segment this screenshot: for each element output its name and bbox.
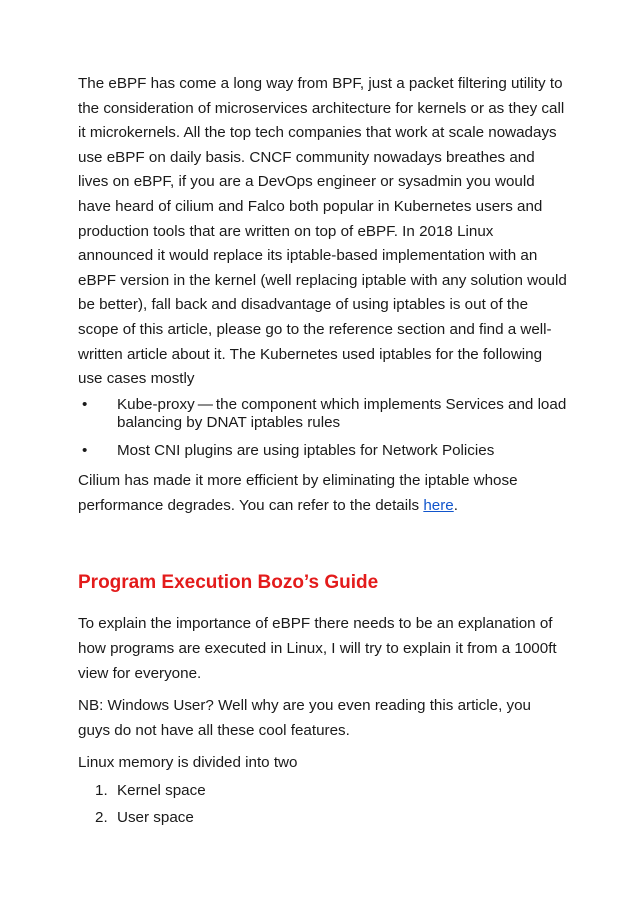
intro-line: use cases mostly <box>78 370 195 388</box>
list-item-text: User space <box>117 809 194 827</box>
list-number: 2. <box>95 809 108 827</box>
cilium-line: performance degrades. You can refer to the details <box>78 496 424 514</box>
intro-line: announced it would replace its iptable-based implementation with an <box>78 247 538 265</box>
explain-line: how programs are executed in Linux, I will try to explain it from a 1000ft <box>78 640 557 657</box>
list-item-text: Kube-proxy — the component which implements Services and load <box>117 395 567 413</box>
bullet-marker: • <box>82 441 88 459</box>
intro-line: scope of this article, please go to the reference section and find a well- <box>78 320 552 338</box>
list-number: 1. <box>95 781 108 799</box>
iptables-use-cases-list <box>78 396 578 461</box>
section-heading: Program Execution Bozo’s Guide <box>78 572 379 594</box>
document-page <box>78 72 578 837</box>
bullet-marker: • <box>82 395 88 413</box>
cilium-paragraph <box>78 469 578 518</box>
list-item <box>78 396 578 433</box>
intro-line: use eBPF on daily basis. CNCF community nowadays breathes and <box>78 148 535 166</box>
intro-line: eBPF version in the kernel (well replacing iptable with any solution would <box>78 271 567 289</box>
cilium-line-end: . <box>453 496 458 514</box>
list-item <box>78 782 578 801</box>
list-item-text: Kernel space <box>117 781 206 799</box>
intro-line: be better), fall back and disadvantage of using iptables is out of the <box>78 296 529 314</box>
explain-paragraph <box>78 612 578 686</box>
nb-line: guys do not have all these cool features. <box>78 721 350 739</box>
nb-paragraph <box>78 694 578 743</box>
intro-line: The eBPF has come a long way from BPF, just a packet filtering utility to <box>78 75 563 92</box>
list-item-text: Most CNI plugins are using iptables for Network Policies <box>117 441 495 459</box>
memory-paragraph: Linux memory is divided into two <box>78 754 298 772</box>
nb-line: NB: Windows User? Well why are you even reading this article, you <box>78 697 532 715</box>
explain-line: view for everyone. <box>78 664 202 682</box>
here-link[interactable]: here <box>423 496 454 514</box>
explain-line: To explain the importance of eBPF there needs to be an explanation of <box>78 615 553 633</box>
list-item <box>78 442 578 461</box>
intro-line: production tools that are written on top of eBPF. In 2018 Linux <box>78 222 494 240</box>
intro-paragraph <box>78 72 578 392</box>
cilium-line: Cilium has made it more efficient by eliminating the iptable whose <box>78 472 518 490</box>
intro-line: have heard of cilium and Falco both popular in Kubernetes users and <box>78 197 543 215</box>
list-item-text: balancing by DNAT iptables rules <box>117 414 341 432</box>
intro-line: written article about it. The Kubernetes used iptables for the following <box>78 345 543 363</box>
intro-line: lives on eBPF, if you are a DevOps engineer or sysadmin you would <box>78 173 535 191</box>
list-item <box>78 809 578 828</box>
intro-line: the consideration of microservices architecture for kernels or as they call <box>78 99 565 117</box>
intro-line: it microkernels. All the top tech companies that work at scale nowadays <box>78 124 557 142</box>
memory-spaces-list <box>78 782 578 828</box>
